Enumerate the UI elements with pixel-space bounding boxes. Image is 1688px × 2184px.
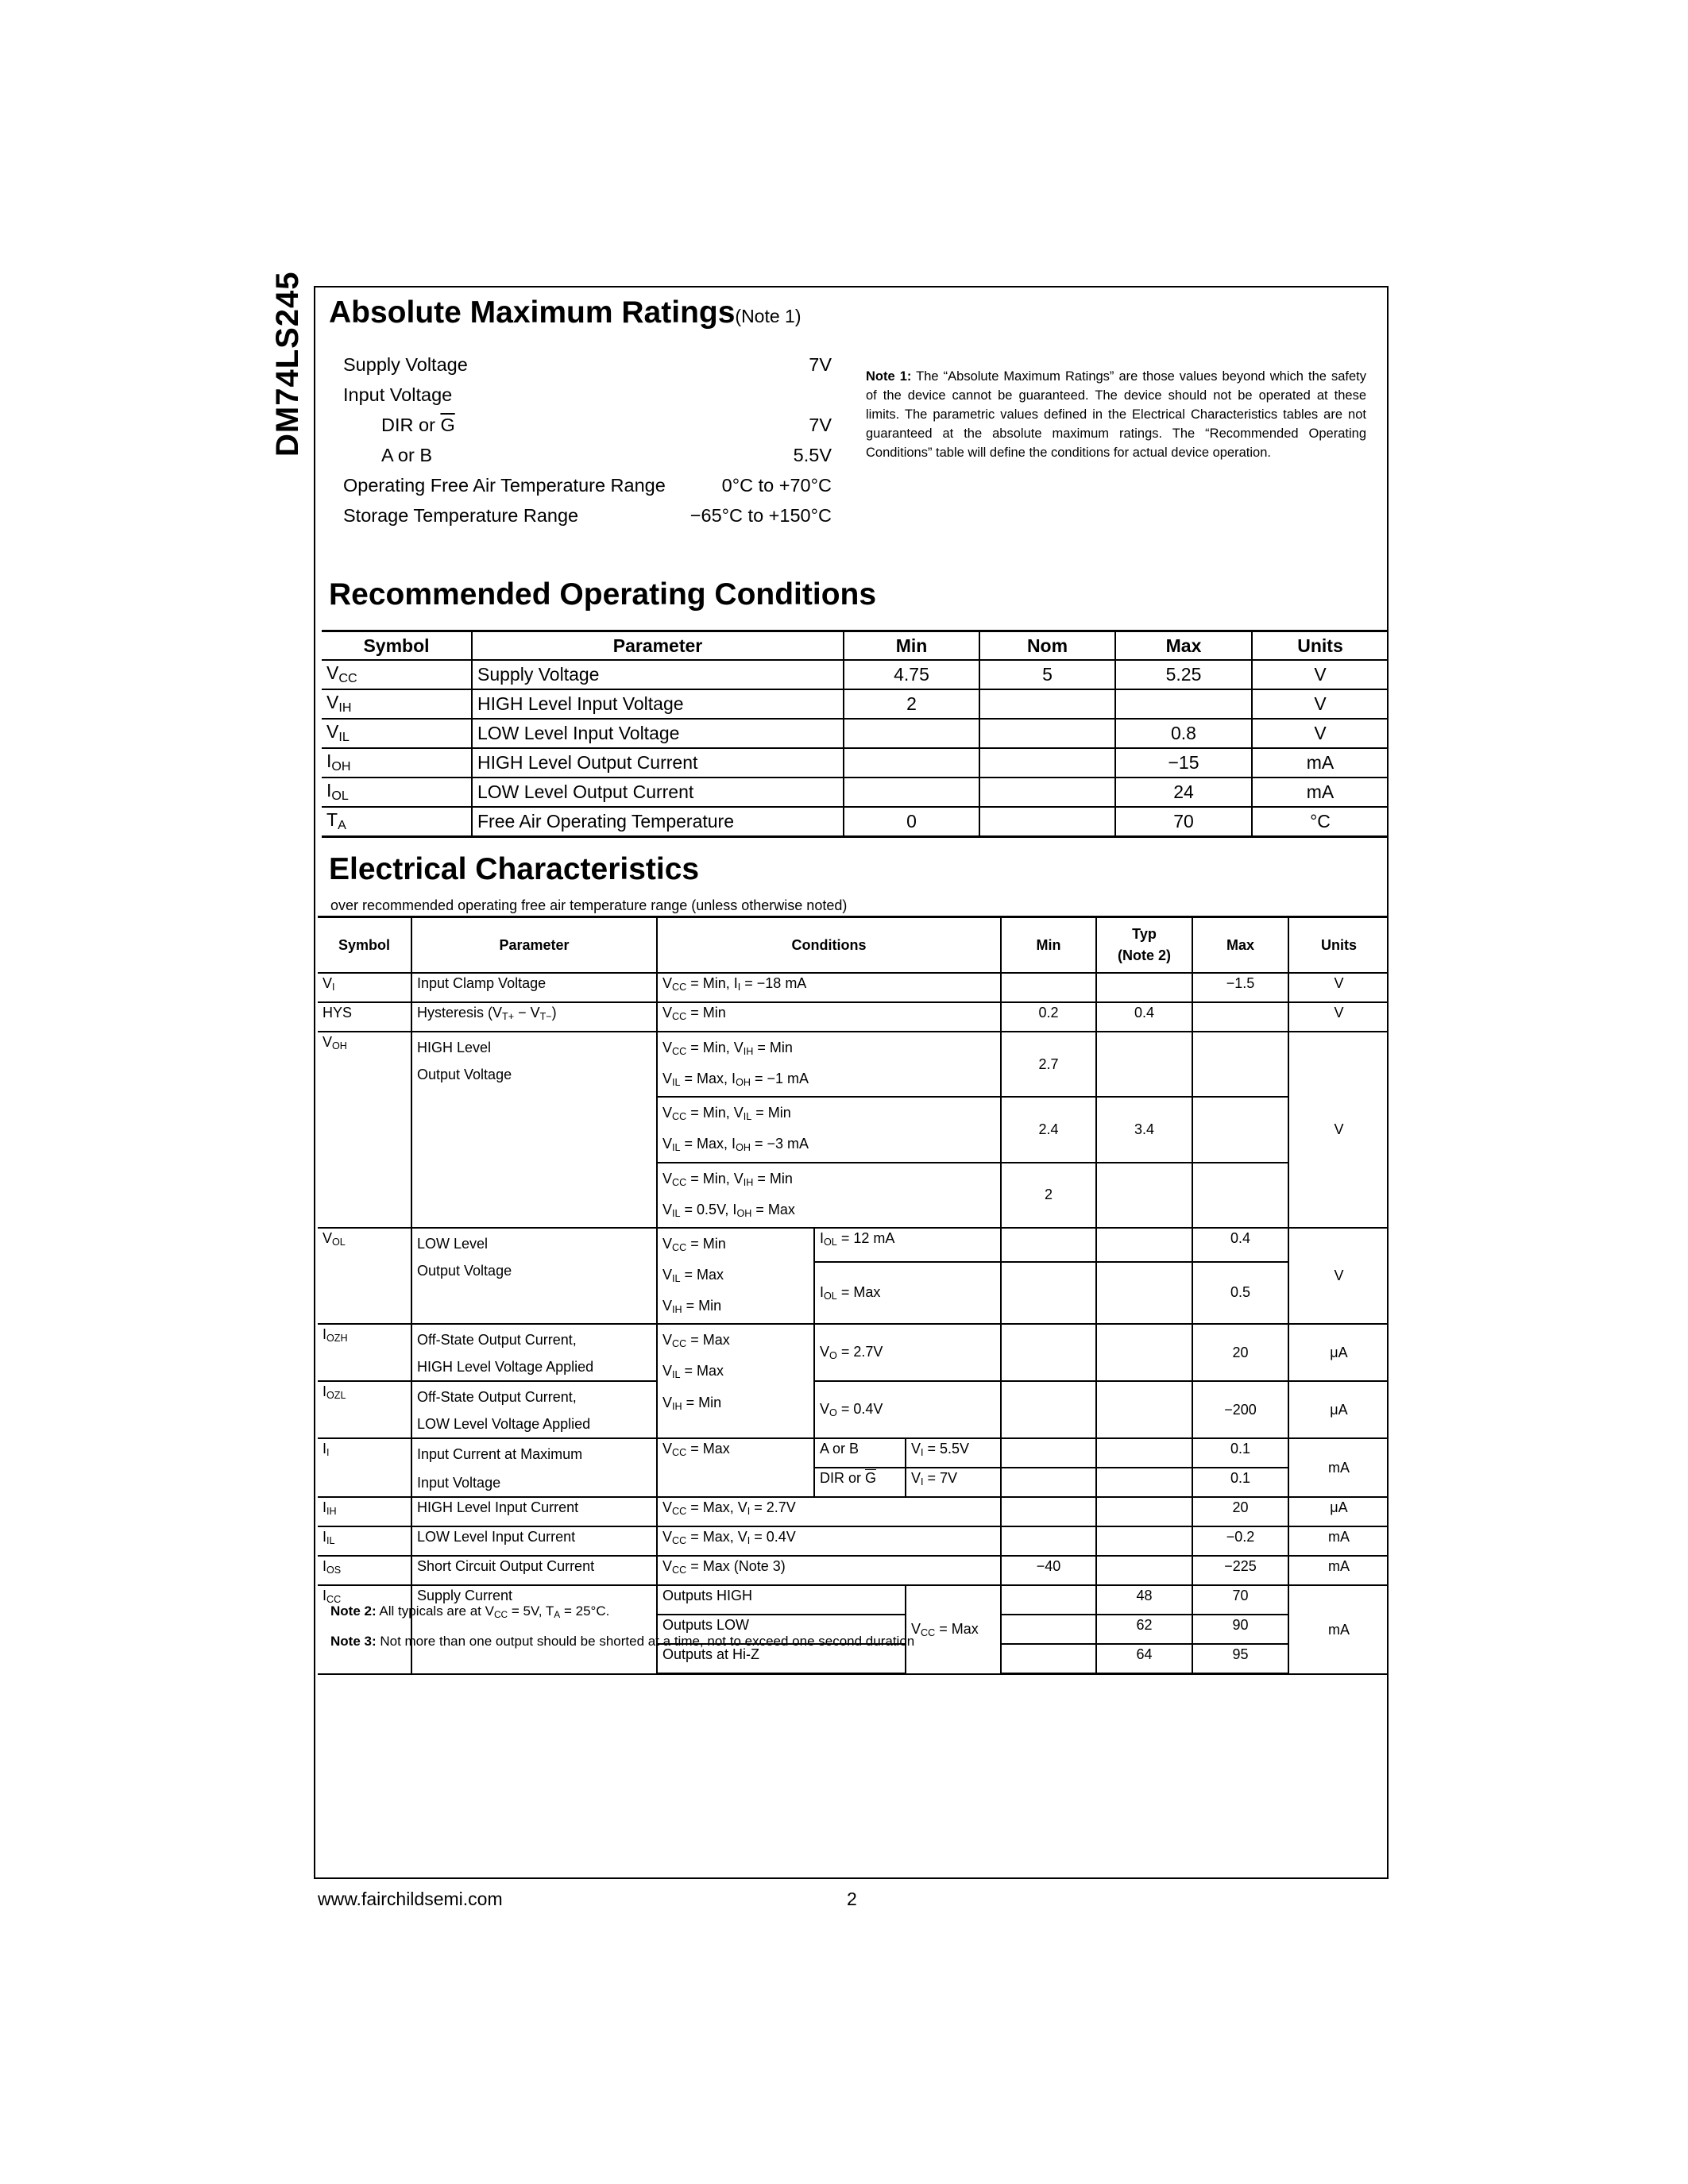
table-row: $I_{IL}$ LOW Level Input Current $V_{CC}$ = Max, $V_I = 0.4V$ −0.2 mA [318, 1526, 1389, 1556]
note-1: Note 1: The “Absolute Maximum Ratings” are those values beyond which the safety of the device cannot be guaranteed. The device should not be operated at these limits. The parametric values defined in the Electrical Characteristics tables are not guaranteed at the absolute maximum ratings. The “Recommended Operating Conditions” table will define the conditions for actual device operation. [866, 369, 1367, 460]
amr-row: A or B 5.5V [381, 444, 832, 465]
amr-list [343, 349, 832, 531]
table-row: $I_I$ Input Current at Maximum Input Voltage $V_{CC}$ = Max A or B $V_I = 5.5V$ 0.1 mA [318, 1438, 1389, 1468]
table-row: $V_{IL}$ LOW Level Input Voltage 0.8 V [322, 719, 1388, 748]
roc-title: Recommended Operating Conditions [329, 577, 877, 612]
table-row: HYS Hysteresis $(V_{T+} - V_{T-})$ $V_{CC}$ = Min 0.2 0.4 V [318, 1002, 1389, 1032]
ec-subtitle: over recommended operating free air temperature range (unless otherwise noted) [330, 897, 848, 913]
table-row: $V_{OL}$ LOW Level Output Voltage $V_{CC}$ = Min $V_{IL}$ = Max $V_{IH}$ = Min $I_{OL} = 12$ mA 0.4 V [318, 1228, 1389, 1262]
note-3: Note 3: Not more than one output should be shorted at a time, not to exceed one second duration [330, 1633, 915, 1649]
amr-row: DIR or $\overline{G}$ 7V [381, 414, 832, 435]
ec-title: Electrical Characteristics [329, 852, 700, 886]
roc-table: Symbol Parameter Min Nom Max Units $V_{CC}$ Supply Voltage 4.75 5 5.25 V $V_{IH}$ HIGH Level Input Voltage 2 V $V_{IL}$ LOW Level Input Voltage 0.8 V $I_{OH}$ HIGH Level Output Current −15 mA $I_{OL}$ LOW Level Output Current 24 mA $T_A$ Free Air Operating Temperature 0 70 °C [322, 630, 1388, 838]
table-row: Outputs LOW 62 90 [318, 1615, 1389, 1644]
footnotes [330, 1598, 914, 1655]
table-row: $I_{OL}$ LOW Level Output Current 24 mA [322, 778, 1388, 807]
note-2: Note 2: All typicals are at $V_{CC} = 5V$, $T_A = 25^\circ C$. [330, 1603, 610, 1620]
table-row: $V_{CC}$ = Min, $V_{IH}$ = Min $V_{IL} = 0.5V$, $I_{OH}$ = Max 2 [318, 1163, 1389, 1228]
table-row: $V_{IH}$ HIGH Level Input Voltage 2 V [322, 689, 1388, 719]
table-row: $V_{CC}$ = Min, $V_{IL}$ = Min $V_{IL}$ = Max, $I_{OH} = -3$ mA 2.4 3.4 [318, 1097, 1389, 1162]
footer-url: www.fairchildsemi.com [318, 1889, 503, 1909]
amr-row: Operating Free Air Temperature Range 0°C to +70°C [343, 474, 832, 496]
amr-row: Storage Temperature Range −65°C to +150°C [343, 504, 832, 526]
table-row: $I_{OS}$ Short Circuit Output Current $V_{CC}$ = Max (Note 3) −40 −225 mA [318, 1556, 1389, 1585]
ec-table: Symbol Parameter Conditions Min Typ (Note 2) Max Units $V_I$ Input Clamp Voltage $V_{CC}$ = Min, $I_I = -18$ mA −1.5 V HYS Hysteresis $(V_{T+} - V_{T-})$ $V_{CC}$ = Min 0.2 0.4 V $V_{OH}$ HIGH Level Output Voltage $V_{CC}$ = Min, $V_{IH}$ = Min $V_{IL}$ = Max, $I_{OH} = -1$ mA 2.7 V $V_{CC}$ = Min, $V_{IL}$ = Min $V_{IL}$ = Max, $I_{OH} = -3$ mA 2.4 3.4 $V_{CC}$ = Min, $V_{IH}$ = Min $V_{IL} = 0.5V$, $I_{OH}$ = Max 2 $V_{OL}$ LOW Level Output Voltage $V_{CC}$ = Min $V_{IL}$ = Max $V_{IH}$ = Min $I_{OL} = 12$ mA 0.4 V $I_{OL}$ = Max 0.5 $I_{OZH}$ Off-State Output Current, HIGH Level Voltage Applied $V_{CC}$ = Max $V_{IL}$ = Max $V_{IH}$ = Min $V_O = 2.7V$ 20 μA $I_{OZL}$ Off-State Output Current, LOW Level Voltage Applied $V_O = 0.4V$ −200 μA $I_I$ Input Current at Maximum Input Voltage $V_{CC}$ = Max A or B $V_I = 5.5V$ 0.1 mA DIR or $\overline{G}$ $V_I = 7V$ 0.1 $I_{IH}$ HIGH Level Input Current $V_{CC}$ = Max, $V_I = 2.7V$ 20 μA $I_{IL}$ LOW Level Input Current $V_{CC}$ = Max, $V_I = 0.4V$ −0.2 mA $I_{OS}$ Short Circuit Output Current $V_{CC}$ = Max (Note 3) −40 −225 mA $I_{CC}$ Supply Current Outputs HIGH $V_{CC}$ = Max 48 70 mA Outputs LOW 62 90 Outputs at Hi-Z 64 95 [318, 916, 1389, 1675]
part-number-title: DM74LS245 [270, 271, 305, 457]
table-row: $T_A$ Free Air Operating Temperature 0 70 °C [322, 807, 1388, 837]
table-row: $V_{CC}$ Supply Voltage 4.75 5 5.25 V [322, 660, 1388, 689]
amr-row: Input Voltage [343, 384, 453, 405]
table-row: DIR or $\overline{G}$ $V_I = 7V$ 0.1 [318, 1468, 1389, 1497]
table-row: $I_{IH}$ HIGH Level Input Current $V_{CC}$ = Max, $V_I = 2.7V$ 20 μA [318, 1497, 1389, 1526]
amr-row: Supply Voltage 7V [343, 353, 832, 375]
page-number: 2 [847, 1889, 857, 1909]
table-row: $I_{CC}$ Supply Current Outputs HIGH $V_{CC}$ = Max 48 70 mA [318, 1585, 1389, 1615]
table-row: $V_I$ Input Clamp Voltage $V_{CC}$ = Min, $I_I = -18$ mA −1.5 V [318, 973, 1389, 1002]
table-row: Outputs at Hi-Z 64 95 [318, 1644, 1389, 1674]
table-row: $V_{OH}$ HIGH Level Output Voltage $V_{CC}$ = Min, $V_{IH}$ = Min $V_{IL}$ = Max, $I_{OH} = -1$ mA 2.7 V [318, 1032, 1389, 1097]
amr-title: Absolute Maximum Ratings(Note 1) [329, 295, 802, 330]
table-row: $I_{OZL}$ Off-State Output Current, LOW Level Voltage Applied $V_O = 0.4V$ −200 μA [318, 1381, 1389, 1438]
table-row: $I_{OL}$ = Max 0.5 [318, 1262, 1389, 1325]
table-row: $I_{OZH}$ Off-State Output Current, HIGH Level Voltage Applied $V_{CC}$ = Max $V_{IL}$ = Max $V_{IH}$ = Min $V_O = 2.7V$ 20 μA [318, 1324, 1389, 1381]
table-row: $I_{OH}$ HIGH Level Output Current −15 mA [322, 748, 1388, 778]
